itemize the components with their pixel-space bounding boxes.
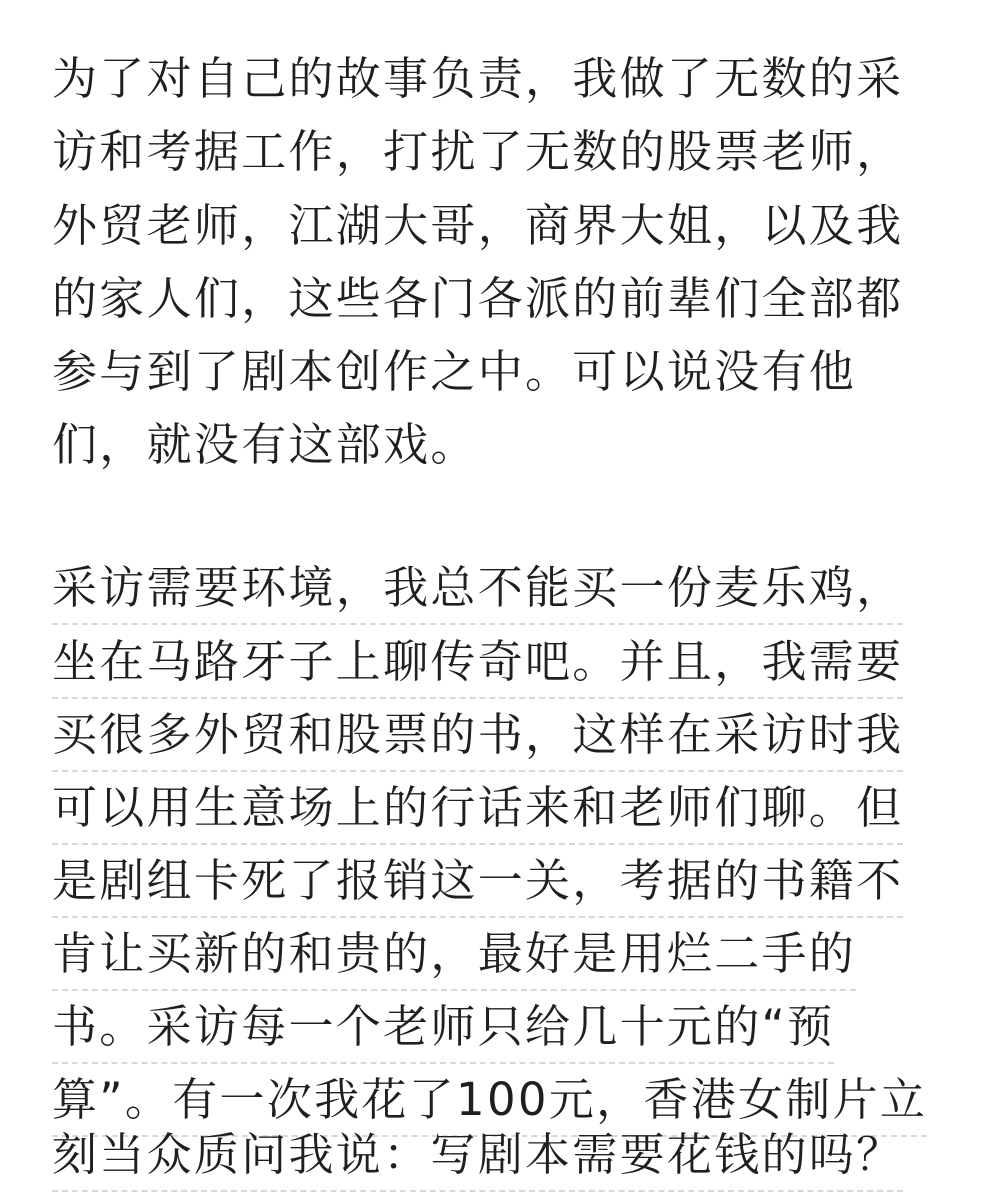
text-line: 参与到了剧本创作之中。可以说没有他 bbox=[52, 345, 857, 398]
text-line: 书。采访每一个老师只给几十元的“预 bbox=[52, 992, 834, 1064]
text-line: 肯让买新的和贵的，最好是用烂二手的 bbox=[52, 919, 856, 991]
text-line: 为了对自己的故事负责，我做了无数的采 bbox=[52, 52, 904, 105]
text-line: 买很多外贸和股票的书，这样在采访时我 bbox=[52, 700, 903, 772]
text-line: 可以用生意场上的行话来和老师们聊。但 bbox=[52, 773, 903, 845]
text-line: 刻当众质问我说：写剧本需要花钱的吗？ bbox=[52, 1120, 903, 1192]
text-line: 算”。有一次我花了100元，香港女制片立 bbox=[52, 1065, 927, 1137]
text-line: 的家人们，这些各门各派的前辈们全部都 bbox=[52, 272, 904, 325]
text-line: 是剧组卡死了报销这一关，考据的书籍不 bbox=[52, 846, 903, 918]
text-line: 采访需要环境，我总不能买一份麦乐鸡， bbox=[52, 553, 903, 625]
text-line: 坐在马路牙子上聊传奇吧。并且，我需要 bbox=[52, 627, 903, 699]
text-line: 们，就没有这部戏。 bbox=[52, 418, 478, 471]
text-line: 访和考据工作，打扰了无数的股票老师， bbox=[52, 125, 904, 178]
text-line: 外贸老师，江湖大哥，商界大姐，以及我 bbox=[52, 199, 904, 252]
